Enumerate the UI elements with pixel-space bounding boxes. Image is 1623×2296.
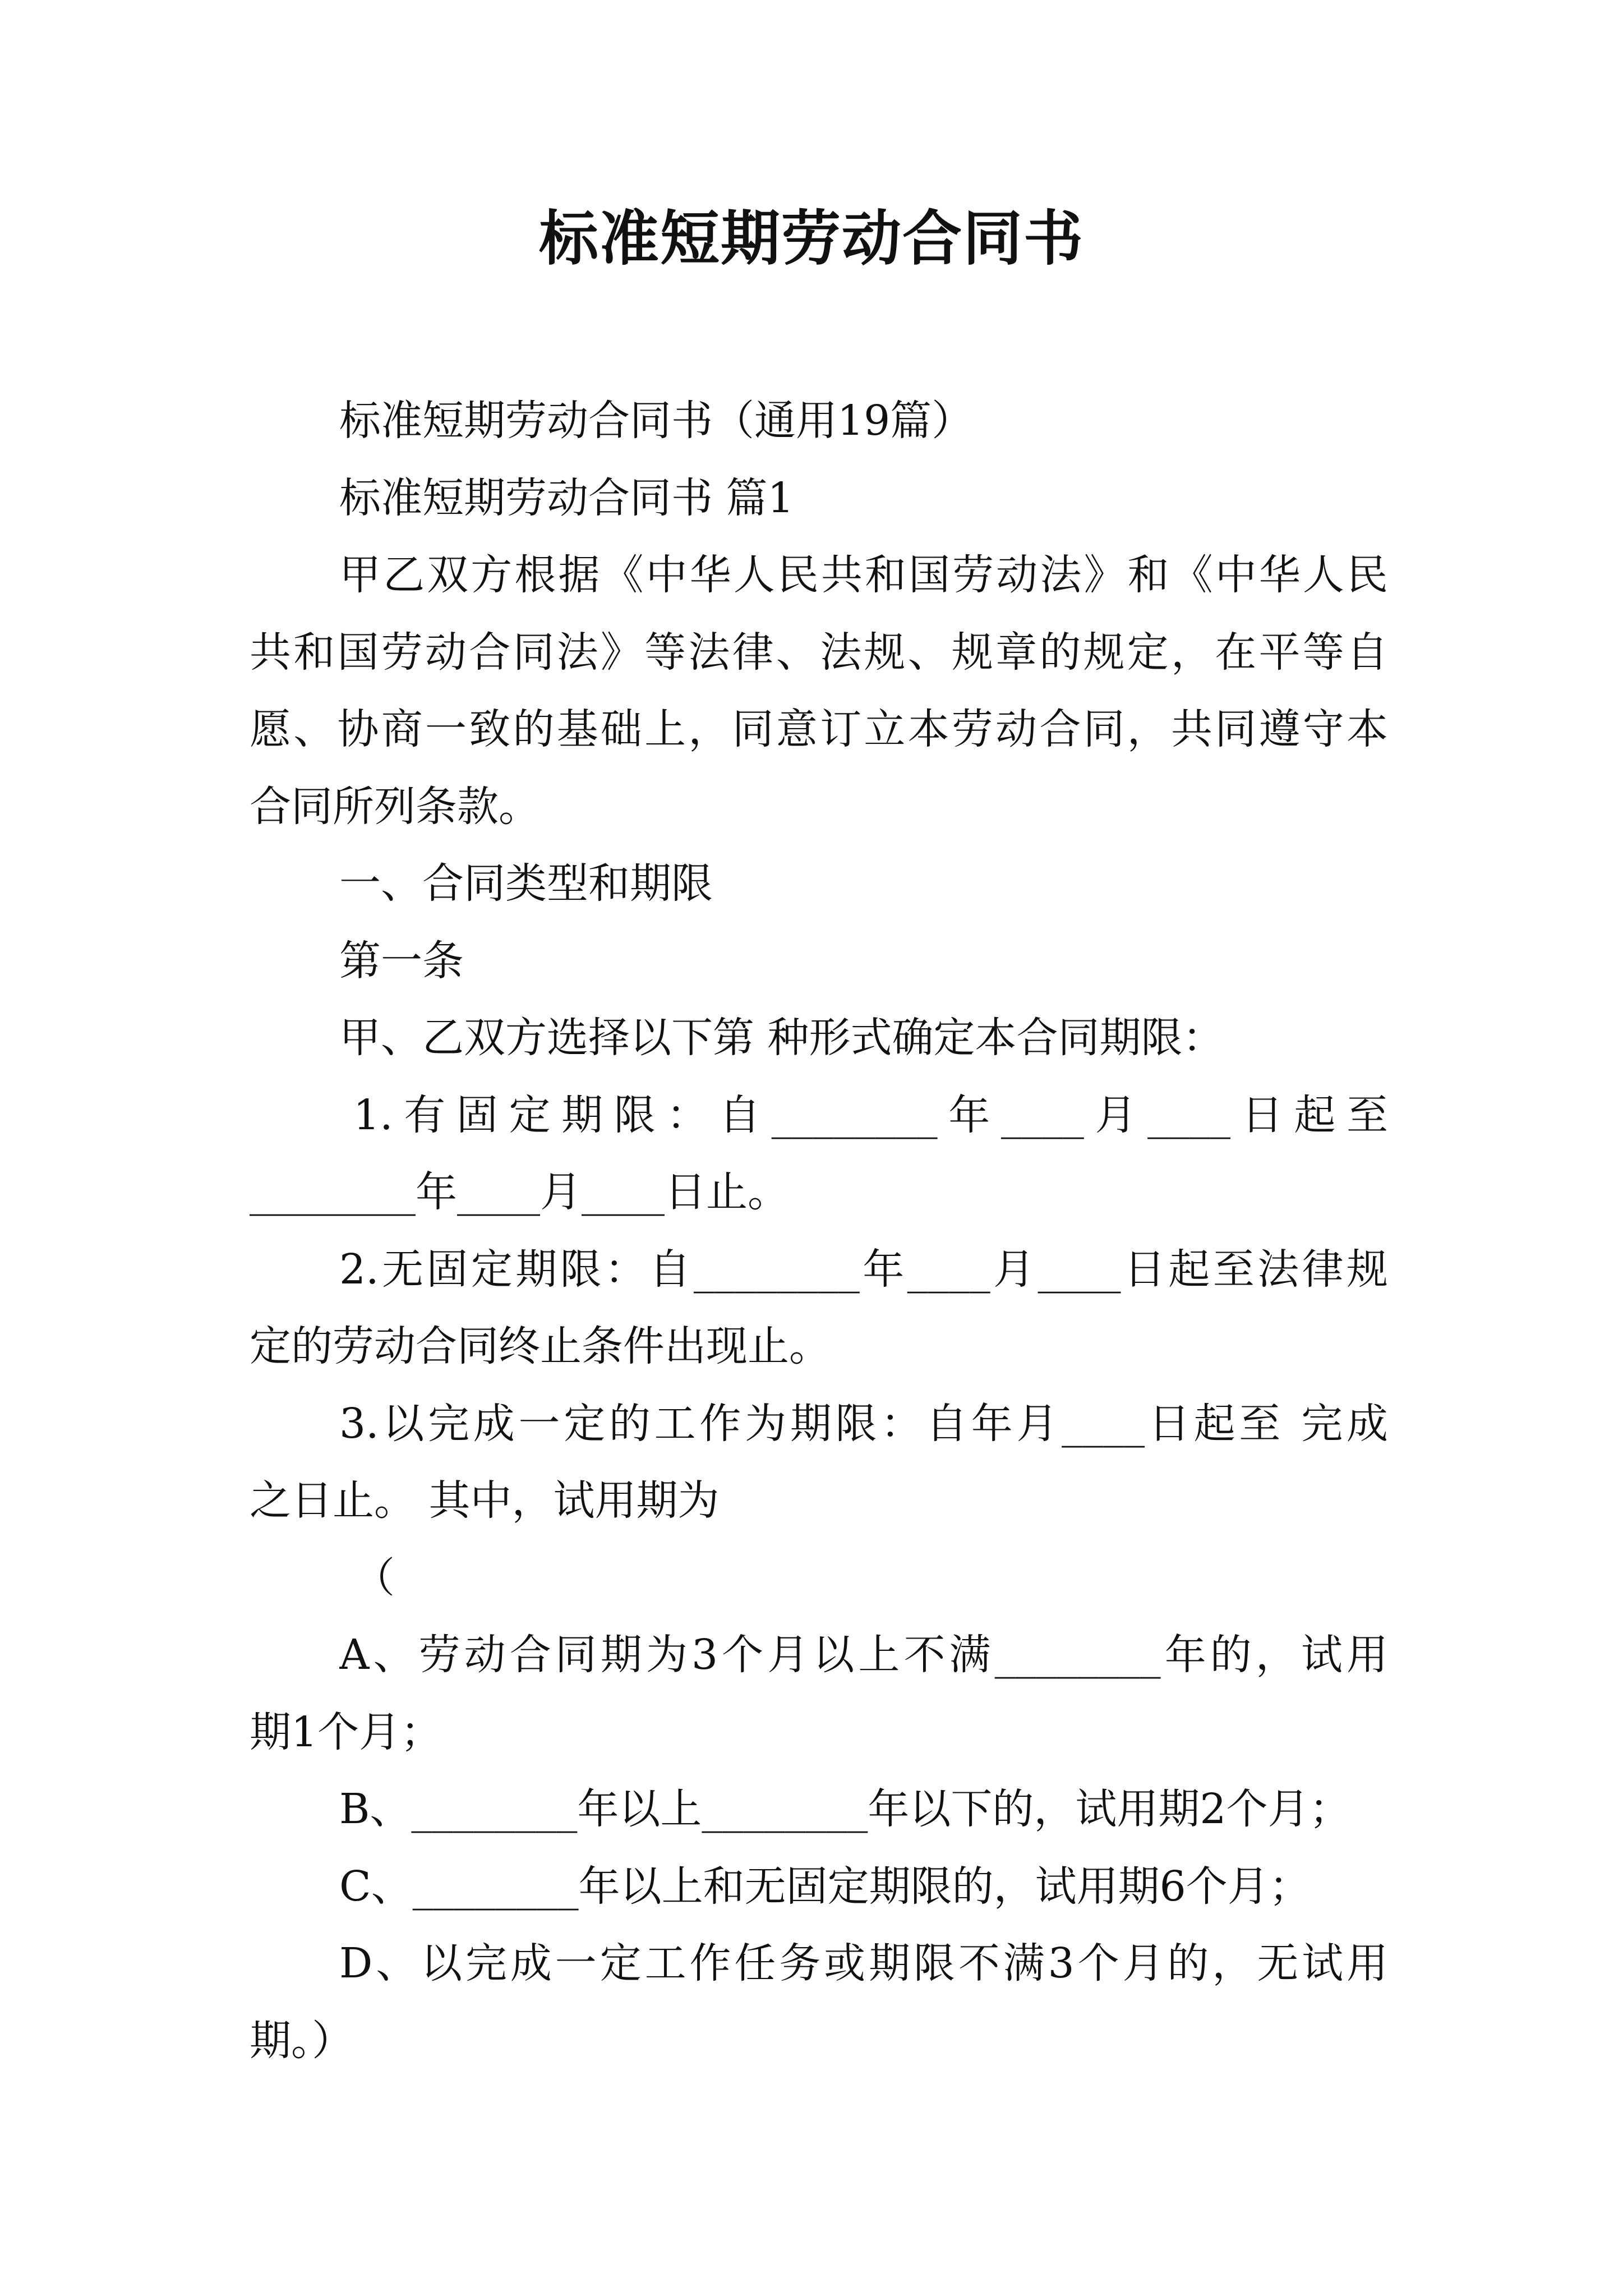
article-label: 第一条 <box>339 937 464 985</box>
paragraph-line: 愿、协商一致的基础上，同意订立本劳动合同，共同遵守本 <box>250 705 1388 753</box>
section-heading: 标准短期劳动合同书 篇1 <box>339 474 794 522</box>
probation-line: C、________年以上和无固定期限的，试用期6个月； <box>339 1862 1311 1911</box>
option-line: 3.以完成一定的工作为期限：自年月____日起至 完成 <box>339 1400 1388 1448</box>
document-title: 标准短期劳动合同书 <box>539 203 1084 273</box>
probation-line: A、劳动合同期为3个月以上不满________年的，试用 <box>339 1631 1388 1679</box>
bracket-open: （ <box>353 1554 395 1602</box>
probation-line: 期。） <box>250 2017 353 2065</box>
paragraph-line: 甲、乙双方选择以下第 种形式确定本合同期限： <box>339 1014 1224 1062</box>
paragraph-line: 共和国劳动合同法》等法律、法规、规章的规定，在平等自 <box>250 628 1388 677</box>
option-line: 1.有固定期限：自________年____月____日起至 <box>353 1091 1388 1139</box>
subtitle-line: 标准短期劳动合同书（通用19篇） <box>339 397 974 445</box>
probation-line: B、________年以上________年以下的，试用期2个月； <box>339 1785 1351 1833</box>
probation-line: D、以完成一定工作任务或期限不满3个月的，无试用 <box>339 1939 1388 1987</box>
option-line: 2.无固定期限：自________年____月____日起至法律规 <box>339 1245 1388 1294</box>
probation-line: 期1个月； <box>250 1708 442 1756</box>
option-line: 之日止。 其中，试用期为 <box>250 1476 720 1525</box>
option-line: ________年____月____日止。 <box>250 1168 789 1216</box>
paragraph-line: 合同所列条款。 <box>250 783 540 831</box>
paragraph-line: 甲乙双方根据《中华人民共和国劳动法》和《中华人民 <box>339 551 1388 599</box>
clause-heading: 一、合同类型和期限 <box>339 859 713 908</box>
option-line: 定的劳动合同终止条件出现止。 <box>250 1322 831 1370</box>
